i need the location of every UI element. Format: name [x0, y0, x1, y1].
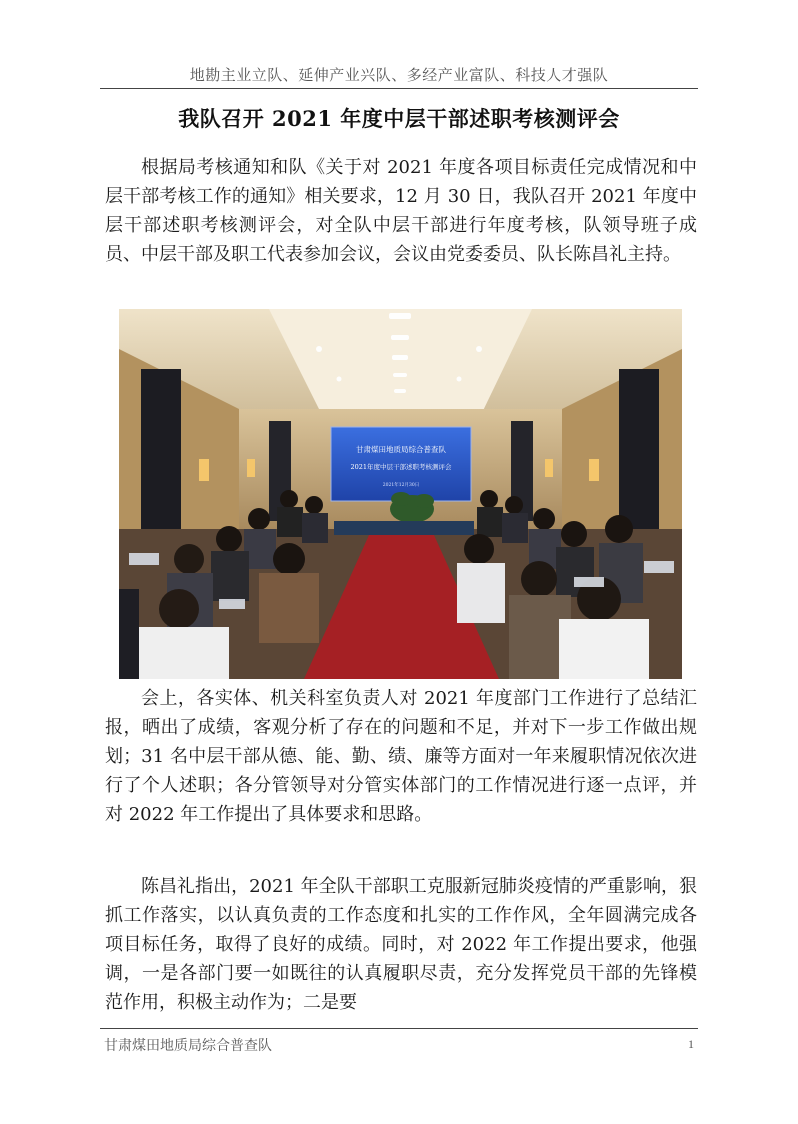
page-number: 1 [688, 1037, 694, 1051]
article-paragraph-2: 会上，各实体、机关科室负责人对 2021 年度部门工作进行了总结汇报，晒出了成绩，客观分析了存在的问题和不足，并对下一步工作做出规划；31 名中层干部从德、能、勤、绩、廉等方面对一年来履职情况依次进行了个人述职；各分管领导对分管实体部门的工作情况进行逐一点评，并对 2022 年工作提出了具体要求和思路。 [105, 688, 697, 825]
article-title: 我队召开 2021 年度中层干部述职考核测评会 [178, 106, 620, 131]
footer-organization: 甘肃煤田地质局综合普查队 [104, 1038, 272, 1054]
article-paragraph-1: 根据局考核通知和队《关于对 2021 年度各项目标责任完成情况和中层干部考核工作的通知》相关要求，12 月 30 日，我队召开 2021 年度中层干部述职考核测评会，对全队中层干部进行年度考核，队领导班子成员、中层干部及职工代表参加会议，会议由党委委员、队长陈昌礼主持。 [105, 157, 697, 265]
meeting-photo [119, 309, 682, 679]
screen-title: 甘肃煤田地质局综合普查队 [356, 445, 446, 454]
screen-subtitle: 2021年度中层干部述职考核测评会 [350, 463, 452, 471]
article-paragraph-3: 陈昌礼指出，2021 年全队干部职工克服新冠肺炎疫情的严重影响，狠抓工作落实，以认真负责的工作态度和扎实的工作作风，全年圆满完成各项目标任务，取得了良好的成绩。同时，对 2022 年工作提出要求，他强调，一是各部门要一如既往的认真履职尽责，充分发挥党员干部的先锋模范作用，积极主动作为；二是要 [105, 876, 697, 1013]
screen-date: 2021年12月30日 [382, 483, 420, 488]
header-divider [100, 88, 698, 89]
header-motto: 地勘主业立队、延伸产业兴队、多经产业富队、科技人才强队 [189, 66, 609, 84]
footer-divider [100, 1028, 698, 1029]
